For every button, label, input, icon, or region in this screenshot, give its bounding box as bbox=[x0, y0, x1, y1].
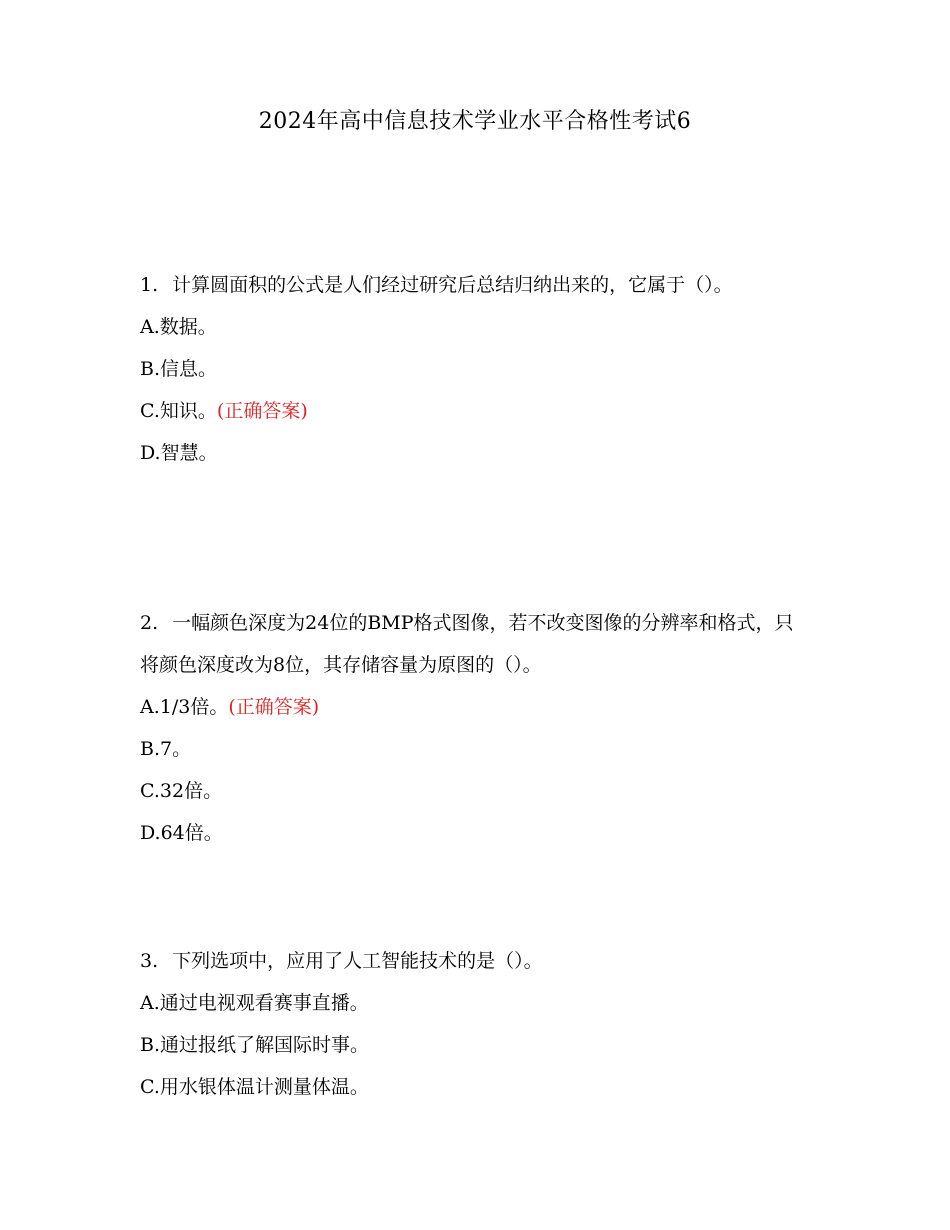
option-label: B.通过报纸了解国际时事。 bbox=[140, 1034, 370, 1056]
question-3-option-b bbox=[140, 1024, 800, 1066]
option-label: C.用水银体温计测量体温。 bbox=[140, 1076, 369, 1098]
question-2-option-d bbox=[140, 812, 800, 854]
question-1-stem: 计算圆面积的公式是人们经过研究后总结归纳出来的，它属于（）。 bbox=[172, 274, 733, 296]
question-2-option-b bbox=[140, 728, 800, 770]
option-label: A.1/3倍。 bbox=[140, 696, 229, 718]
question-3-option-c bbox=[140, 1066, 800, 1108]
option-label: D.64倍。 bbox=[140, 822, 223, 844]
question-2-option-a bbox=[140, 686, 800, 728]
option-label: A.通过电视观看赛事直播。 bbox=[140, 992, 369, 1014]
option-label: C.知识。 bbox=[140, 400, 217, 422]
question-1-option-c bbox=[140, 390, 800, 432]
question-3-number: 3. bbox=[140, 950, 159, 972]
option-label: A.数据。 bbox=[140, 316, 217, 338]
correct-answer-tag: (正确答案) bbox=[228, 696, 320, 718]
question-2-number: 2. bbox=[140, 612, 159, 634]
question-3-stem: 下列选项中，应用了人工智能技术的是（）。 bbox=[172, 950, 543, 972]
question-1 bbox=[140, 264, 800, 474]
question-3-option-a bbox=[140, 982, 800, 1024]
question-1-option-d bbox=[140, 432, 800, 474]
question-2-option-c bbox=[140, 770, 800, 812]
question-2-stem: 一幅颜色深度为24位的BMP格式图像，若不改变图像的分辨率和格式，只将颜色深度改为8位，其存储容量为原图的（）。 bbox=[140, 612, 794, 676]
question-3 bbox=[140, 940, 800, 1108]
question-3-text bbox=[140, 940, 800, 982]
option-label: D.智慧。 bbox=[140, 442, 218, 464]
question-1-option-a bbox=[140, 306, 800, 348]
correct-answer-tag: (正确答案) bbox=[216, 400, 308, 422]
document-title: 2024年高中信息技术学业水平合格性考试6 bbox=[258, 109, 692, 134]
option-label: B.7。 bbox=[140, 738, 192, 760]
question-1-text bbox=[140, 264, 800, 306]
option-label: B.信息。 bbox=[140, 358, 218, 380]
question-1-option-b bbox=[140, 348, 800, 390]
option-label: C.32倍。 bbox=[140, 780, 223, 802]
question-1-number: 1. bbox=[140, 274, 159, 296]
question-2 bbox=[140, 602, 800, 854]
question-2-text bbox=[140, 602, 800, 686]
